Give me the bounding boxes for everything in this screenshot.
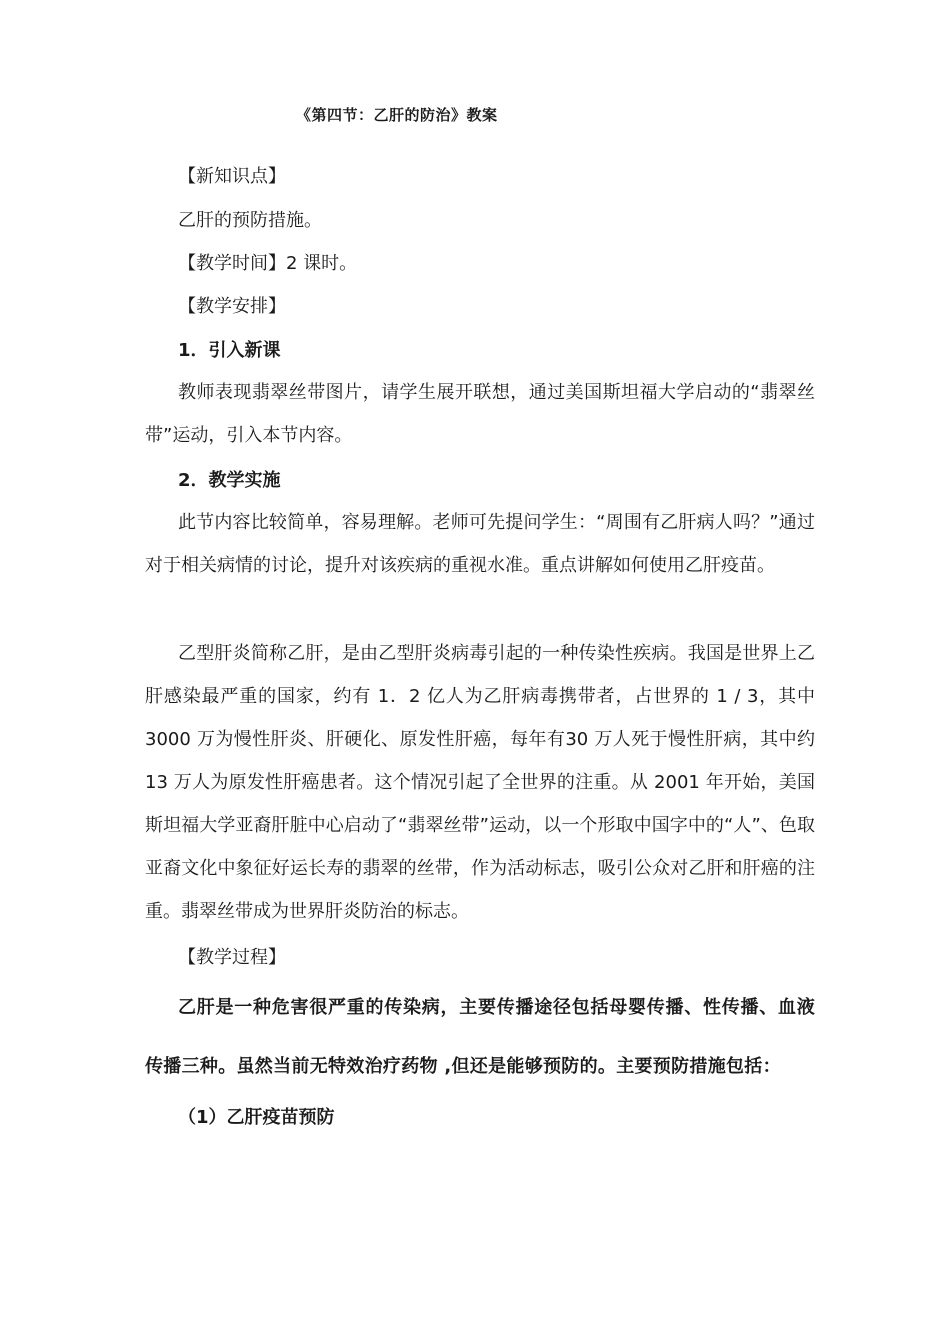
- step1-heading: 1．引入新课: [178, 340, 281, 361]
- prevention-item-1: （1）乙肝疫苗预防: [178, 1107, 335, 1128]
- step2-heading: 2．教学实施: [178, 470, 281, 491]
- teaching-time: 【教学时间】2 课时。: [178, 253, 358, 274]
- new-knowledge-heading: 【新知识点】: [178, 166, 286, 187]
- step2-paragraph: 此节内容比较简单，容易理解。老师可先提问学生：“周围有乙肝病人吗？”通过对于相关病情的讨论，提升对该疾病的重视水准。重点讲解如何使用乙肝疫苗。: [145, 512, 815, 576]
- step1-paragraph: 教师表现翡翠丝带图片，请学生展开联想，通过美国斯坦福大学启动的“翡翠丝带”运动，引入本节内容。: [145, 382, 815, 446]
- teaching-process-paragraph: 乙肝是一种危害很严重的传染病，主要传播途径包括母婴传播、性传播、血液传播三种。虽然当前无特效治疗药物 ,但还是能够预防的。主要预防措施包括：: [145, 997, 815, 1077]
- new-knowledge-text: 乙肝的预防措施。: [178, 210, 322, 231]
- teaching-arrangement-heading: 【教学安排】: [178, 296, 286, 317]
- teaching-process-heading: 【教学过程】: [178, 947, 286, 968]
- hepb-intro-paragraph: 乙型肝炎简称乙肝，是由乙型肝炎病毒引起的一种传染性疾病。我国是世界上乙肝感染最严重的国家，约有 1．2 亿人为乙肝病毒携带者，占世界的 1 / 3，其中 3000 万为慢性肝炎、肝硬化、原发性肝癌，每年有30 万人死于慢性肝病，其中约 13 万人为原发性肝癌患者。这个情况引起了全世界的注重。从 2001 年开始，美国斯坦福大学亚裔肝脏中心启动了“翡翠丝带”运动，以一个形取中国字中的“人”、色取亚裔文化中象征好运长寿的翡翠的丝带，作为活动标志，吸引公众对乙肝和肝癌的注重。翡翠丝带成为世界肝炎防治的标志。: [145, 643, 815, 922]
- document-title: 《第四节：乙肝的防治》教案: [296, 106, 498, 124]
